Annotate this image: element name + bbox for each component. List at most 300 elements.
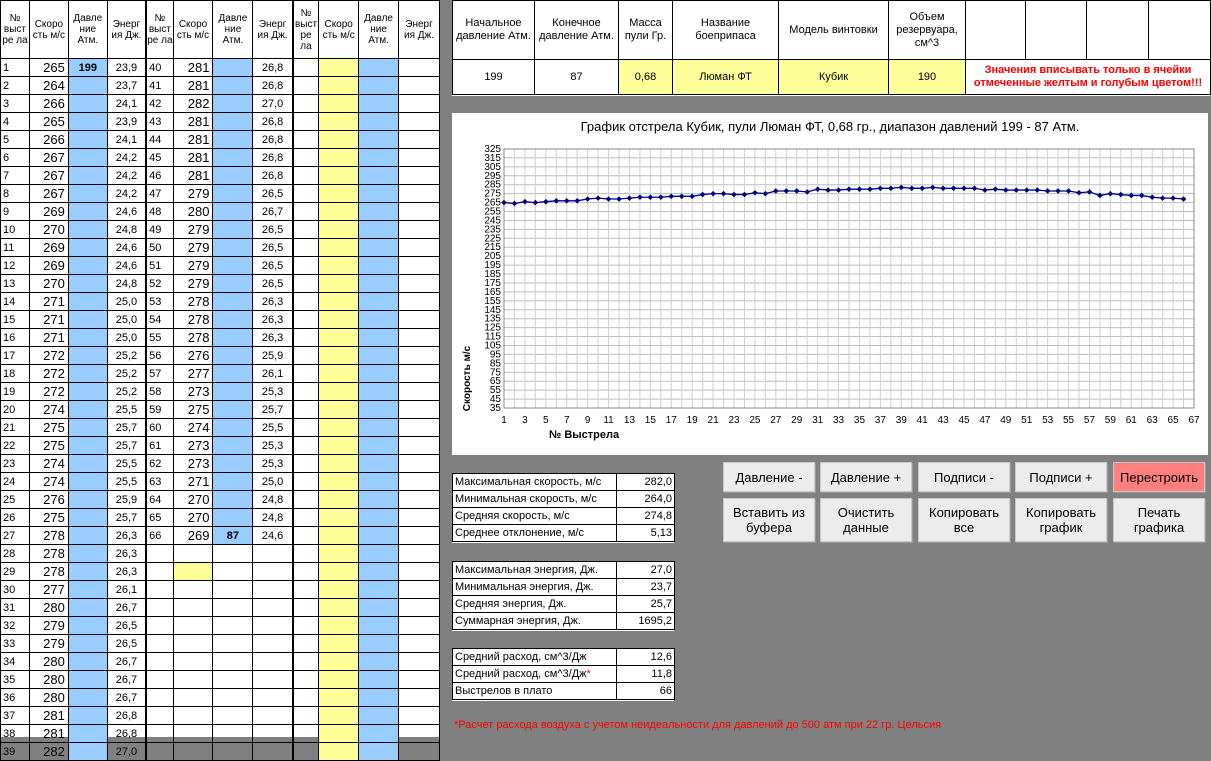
pressure-cell[interactable]: [68, 149, 107, 167]
speed-cell[interactable]: [319, 347, 359, 365]
speed-cell[interactable]: 265: [29, 59, 68, 77]
pressure-plus-button[interactable]: Давление +: [820, 462, 912, 492]
speed-cell[interactable]: 279: [173, 239, 213, 257]
speed-cell[interactable]: 278: [173, 329, 213, 347]
speed-cell[interactable]: [319, 293, 359, 311]
pressure-cell[interactable]: [213, 221, 253, 239]
speed-cell[interactable]: [319, 419, 359, 437]
speed-cell[interactable]: [319, 167, 359, 185]
pressure-cell[interactable]: [359, 599, 399, 617]
speed-cell[interactable]: 280: [29, 671, 68, 689]
speed-cell[interactable]: [319, 149, 359, 167]
shot-number-cell: [293, 293, 319, 311]
speed-cell[interactable]: 278: [173, 311, 213, 329]
pressure-cell[interactable]: [213, 491, 253, 509]
pressure-cell[interactable]: [213, 473, 253, 491]
speed-cell[interactable]: 275: [29, 419, 68, 437]
pressure-cell[interactable]: [359, 437, 399, 455]
pressure-cell[interactable]: [68, 77, 107, 95]
speed-cell[interactable]: [319, 617, 359, 635]
speed-cell[interactable]: 267: [29, 185, 68, 203]
pressure-cell[interactable]: [213, 95, 253, 113]
pressure-cell[interactable]: [359, 707, 399, 725]
end-pressure-cell[interactable]: 87: [535, 60, 619, 95]
speed-cell[interactable]: 266: [29, 131, 68, 149]
pressure-cell[interactable]: [359, 365, 399, 383]
rebuild-button[interactable]: Перестроить: [1113, 462, 1205, 492]
pressure-cell[interactable]: [359, 419, 399, 437]
speed-cell[interactable]: [319, 131, 359, 149]
energy-cell: [399, 419, 440, 437]
speed-cell[interactable]: [319, 239, 359, 257]
speed-cell[interactable]: [319, 635, 359, 653]
tank-volume-cell[interactable]: 190: [889, 60, 966, 95]
pressure-cell[interactable]: [68, 581, 107, 599]
speed-cell[interactable]: 270: [29, 275, 68, 293]
pressure-cell[interactable]: 199: [68, 59, 107, 77]
speed-cell[interactable]: [319, 275, 359, 293]
pressure-cell[interactable]: [68, 329, 107, 347]
speed-cell: [173, 689, 213, 707]
shot-number-cell: 31: [1, 599, 30, 617]
speed-stats-panel: [452, 473, 674, 543]
pressure-cell[interactable]: [359, 203, 399, 221]
energy-cell: 26,5: [107, 635, 146, 653]
data-point: [668, 194, 674, 200]
x-tick-label: 29: [791, 415, 803, 426]
speed-cell[interactable]: 277: [173, 365, 213, 383]
pressure-cell[interactable]: [68, 257, 107, 275]
energy-cell: 26,8: [107, 707, 146, 725]
speed-cell[interactable]: [319, 689, 359, 707]
pressure-cell[interactable]: [359, 329, 399, 347]
speed-cell[interactable]: 281: [173, 77, 213, 95]
energy-cell: [399, 455, 440, 473]
pressure-cell[interactable]: [359, 59, 399, 77]
pressure-cell[interactable]: [68, 293, 107, 311]
speed-cell[interactable]: [319, 401, 359, 419]
pressure-cell[interactable]: [68, 239, 107, 257]
pressure-cell[interactable]: [68, 653, 107, 671]
table-row: [1, 743, 440, 761]
speed-cell[interactable]: 269: [29, 239, 68, 257]
speed-cell[interactable]: 271: [29, 311, 68, 329]
pressure-cell[interactable]: [68, 545, 107, 563]
speed-cell[interactable]: 281: [29, 707, 68, 725]
speed-cell[interactable]: 267: [29, 167, 68, 185]
speed-cell[interactable]: 274: [29, 401, 68, 419]
energy-cell: 26,5: [253, 221, 293, 239]
speed-cell[interactable]: 276: [173, 347, 213, 365]
speed-cell[interactable]: 279: [173, 275, 213, 293]
pressure-cell[interactable]: [213, 131, 253, 149]
energy-cell: [399, 239, 440, 257]
shot-number-cell: 57: [146, 365, 173, 383]
energy-cell: [399, 491, 440, 509]
notice-text: Значения вписывать только в ячейки отмеченные желтым и голубым цветом!!!: [966, 60, 1211, 95]
shot-number-cell: [293, 671, 319, 689]
x-tick-label: 35: [853, 415, 866, 426]
speed-cell[interactable]: 275: [173, 401, 213, 419]
x-tick-label: 1: [501, 415, 507, 426]
stat-row: [453, 683, 675, 700]
pressure-cell[interactable]: [68, 455, 107, 473]
pressure-cell[interactable]: [68, 743, 107, 761]
speed-cell[interactable]: 278: [29, 527, 68, 545]
pressure-cell[interactable]: [68, 491, 107, 509]
speed-cell[interactable]: 274: [29, 455, 68, 473]
pressure-cell[interactable]: [68, 401, 107, 419]
pressure-cell[interactable]: [359, 257, 399, 275]
shot-number-cell: 44: [146, 131, 173, 149]
pressure-cell[interactable]: [359, 239, 399, 257]
table-row: [1, 473, 440, 491]
speed-cell[interactable]: [319, 581, 359, 599]
energy-cell: [399, 545, 440, 563]
pressure-cell[interactable]: [213, 329, 253, 347]
speed-cell[interactable]: [319, 671, 359, 689]
pressure-cell[interactable]: [213, 365, 253, 383]
pressure-cell[interactable]: [359, 527, 399, 545]
pressure-cell[interactable]: [213, 437, 253, 455]
paste-from-buffer-button[interactable]: Вставить из буфера: [723, 498, 815, 542]
speed-cell[interactable]: [173, 563, 213, 581]
pressure-cell[interactable]: [213, 113, 253, 131]
speed-cell[interactable]: 282: [173, 95, 213, 113]
speed-cell[interactable]: 278: [173, 293, 213, 311]
pressure-cell[interactable]: [68, 311, 107, 329]
speed-cell[interactable]: [319, 95, 359, 113]
air-stat-value: 11,8: [617, 666, 675, 683]
speed-cell[interactable]: [319, 509, 359, 527]
speed-cell[interactable]: 271: [173, 473, 213, 491]
param-header: Название боеприпаса: [673, 1, 779, 60]
speed-cell[interactable]: 279: [29, 617, 68, 635]
speed-cell[interactable]: [319, 329, 359, 347]
speed-cell[interactable]: [319, 257, 359, 275]
pressure-cell[interactable]: [359, 689, 399, 707]
shots-column-header: Давле ние Атм.: [213, 1, 253, 59]
speed-cell[interactable]: 269: [173, 527, 213, 545]
speed-cell[interactable]: [319, 437, 359, 455]
data-point: [972, 185, 978, 191]
pressure-cell[interactable]: [68, 437, 107, 455]
speed-cell[interactable]: [319, 455, 359, 473]
speed-cell[interactable]: 273: [173, 437, 213, 455]
pressure-cell[interactable]: [68, 185, 107, 203]
pressure-cell[interactable]: [213, 509, 253, 527]
pressure-cell[interactable]: [213, 167, 253, 185]
speed-cell[interactable]: 276: [29, 491, 68, 509]
y-tick-label: 155: [484, 295, 501, 307]
pressure-cell[interactable]: [359, 473, 399, 491]
pressure-cell[interactable]: [359, 725, 399, 743]
speed-cell[interactable]: [319, 77, 359, 95]
energy-cell: 24,1: [107, 131, 146, 149]
shot-number-cell: 16: [1, 329, 30, 347]
pressure-cell[interactable]: [213, 311, 253, 329]
speed-cell[interactable]: [319, 311, 359, 329]
speed-cell[interactable]: [319, 365, 359, 383]
pressure-cell[interactable]: [359, 743, 399, 761]
data-point: [533, 200, 539, 206]
pressure-cell[interactable]: [213, 257, 253, 275]
speed-cell[interactable]: 280: [29, 599, 68, 617]
x-tick-label: 27: [770, 415, 782, 426]
empty-cell[interactable]: [966, 1, 1026, 60]
speed-cell[interactable]: 266: [29, 95, 68, 113]
speed-cell[interactable]: 282: [29, 743, 68, 761]
pressure-cell[interactable]: [359, 401, 399, 419]
pressure-cell[interactable]: [68, 383, 107, 401]
empty-cell[interactable]: [1087, 1, 1149, 60]
pressure-cell[interactable]: [68, 203, 107, 221]
pressure-cell[interactable]: [359, 581, 399, 599]
speed-cell[interactable]: 269: [29, 203, 68, 221]
speed-cell[interactable]: 272: [29, 383, 68, 401]
stat-row: [453, 525, 675, 542]
speed-stat-value: 282,0: [617, 474, 675, 491]
pressure-cell[interactable]: [68, 563, 107, 581]
speed-cell[interactable]: 277: [29, 581, 68, 599]
speed-cell[interactable]: 271: [29, 293, 68, 311]
pressure-cell[interactable]: [68, 221, 107, 239]
speed-cell[interactable]: 280: [173, 203, 213, 221]
energy-cell: 25,9: [107, 491, 146, 509]
y-tick-label: 95: [489, 349, 501, 361]
speed-cell[interactable]: 273: [173, 455, 213, 473]
print-chart-button[interactable]: Печать графика: [1113, 498, 1205, 542]
pressure-cell[interactable]: [68, 419, 107, 437]
pressure-cell[interactable]: [359, 545, 399, 563]
speed-cell[interactable]: [319, 113, 359, 131]
shot-number-cell: [293, 563, 319, 581]
speed-cell[interactable]: 281: [173, 131, 213, 149]
speed-cell[interactable]: 265: [29, 113, 68, 131]
speed-cell[interactable]: 270: [29, 221, 68, 239]
pressure-cell[interactable]: [68, 599, 107, 617]
x-tick-label: 39: [895, 415, 907, 426]
speed-cell[interactable]: 279: [29, 635, 68, 653]
bullet-mass-cell[interactable]: 0,68: [619, 60, 673, 95]
pressure-cell[interactable]: [359, 221, 399, 239]
speed-cell[interactable]: [319, 563, 359, 581]
pressure-cell[interactable]: [213, 419, 253, 437]
pressure-cell[interactable]: [359, 455, 399, 473]
speed-cell[interactable]: 274: [29, 473, 68, 491]
speed-cell[interactable]: 273: [173, 383, 213, 401]
shot-number-cell: 40: [146, 59, 173, 77]
empty-cell[interactable]: [1149, 1, 1211, 60]
pressure-cell[interactable]: [213, 347, 253, 365]
param-header: Масса пули Гр.: [619, 1, 673, 60]
speed-cell[interactable]: 281: [173, 59, 213, 77]
shot-number-cell: 5: [1, 131, 30, 149]
speed-cell[interactable]: [319, 221, 359, 239]
pressure-cell[interactable]: [359, 671, 399, 689]
pressure-cell[interactable]: [68, 95, 107, 113]
speed-cell[interactable]: 281: [29, 725, 68, 743]
air-stat-value: 66: [617, 683, 675, 700]
speed-cell[interactable]: 281: [173, 113, 213, 131]
pressure-cell[interactable]: [213, 293, 253, 311]
pressure-cell[interactable]: [68, 689, 107, 707]
speed-cell[interactable]: [319, 599, 359, 617]
pressure-cell[interactable]: [359, 131, 399, 149]
labels-minus-button[interactable]: Подписи -: [918, 462, 1010, 492]
speed-cell[interactable]: 279: [173, 257, 213, 275]
speed-cell[interactable]: 269: [29, 257, 68, 275]
pressure-cell[interactable]: [68, 725, 107, 743]
empty-cell[interactable]: [1026, 1, 1087, 60]
table-row: [1, 257, 440, 275]
pressure-cell[interactable]: [359, 293, 399, 311]
speed-cell[interactable]: 278: [29, 545, 68, 563]
pressure-cell[interactable]: [359, 383, 399, 401]
pressure-cell[interactable]: [359, 149, 399, 167]
footnote: *Расчет расхода воздуха с учетом неидеальности для давлений до 500 атм при 22 гр. Цельсия: [454, 719, 942, 731]
pressure-cell[interactable]: [213, 401, 253, 419]
energy-cell: [253, 653, 293, 671]
speed-cell[interactable]: [319, 725, 359, 743]
speed-cell[interactable]: 264: [29, 77, 68, 95]
rifle-model-cell[interactable]: Кубик: [779, 60, 889, 95]
pressure-cell[interactable]: [68, 527, 107, 545]
pressure-cell[interactable]: [68, 671, 107, 689]
pressure-cell[interactable]: [68, 347, 107, 365]
pressure-cell[interactable]: [213, 77, 253, 95]
speed-cell[interactable]: [319, 59, 359, 77]
speed-cell[interactable]: 279: [173, 221, 213, 239]
pressure-cell[interactable]: [359, 617, 399, 635]
speed-cell[interactable]: [319, 473, 359, 491]
speed-cell[interactable]: 281: [173, 167, 213, 185]
speed-cell[interactable]: [319, 653, 359, 671]
speed-cell[interactable]: 280: [29, 653, 68, 671]
pressure-cell[interactable]: [359, 563, 399, 581]
speed-cell[interactable]: [319, 203, 359, 221]
pressure-cell[interactable]: [68, 635, 107, 653]
speed-stat-label: [453, 474, 617, 491]
speed-cell[interactable]: 267: [29, 149, 68, 167]
start-pressure-cell[interactable]: 199: [453, 60, 535, 95]
speed-cell[interactable]: 271: [29, 329, 68, 347]
pressure-cell[interactable]: [68, 167, 107, 185]
pressure-cell[interactable]: [213, 275, 253, 293]
speed-cell[interactable]: 272: [29, 365, 68, 383]
pressure-cell[interactable]: [359, 347, 399, 365]
shot-number-cell: 19: [1, 383, 30, 401]
speed-cell[interactable]: 270: [173, 491, 213, 509]
speed-stat-value: 274,8: [617, 508, 675, 525]
table-row: [1, 653, 440, 671]
pressure-cell[interactable]: [213, 149, 253, 167]
shot-number-cell: 52: [146, 275, 173, 293]
pressure-cell[interactable]: [68, 509, 107, 527]
shot-number-cell: 10: [1, 221, 30, 239]
pressure-cell[interactable]: [359, 95, 399, 113]
speed-cell[interactable]: 279: [173, 185, 213, 203]
table-row: [1, 347, 440, 365]
speed-cell[interactable]: [319, 707, 359, 725]
table-row: [1, 617, 440, 635]
pressure-cell[interactable]: [213, 185, 253, 203]
pressure-cell[interactable]: [359, 275, 399, 293]
clear-data-button[interactable]: Очистить данные: [820, 498, 912, 542]
pressure-cell[interactable]: [68, 365, 107, 383]
shot-number-cell: 41: [146, 77, 173, 95]
speed-cell[interactable]: [319, 491, 359, 509]
speed-cell[interactable]: [319, 383, 359, 401]
pressure-cell[interactable]: [359, 653, 399, 671]
pressure-cell[interactable]: [213, 383, 253, 401]
speed-cell[interactable]: [319, 185, 359, 203]
pressure-cell[interactable]: 87: [213, 527, 253, 545]
speed-cell[interactable]: 270: [173, 509, 213, 527]
pressure-cell[interactable]: [68, 131, 107, 149]
pressure-cell[interactable]: [213, 455, 253, 473]
speed-cell[interactable]: [319, 527, 359, 545]
energy-cell: [399, 581, 440, 599]
speed-cell[interactable]: [319, 743, 359, 761]
speed-cell[interactable]: 278: [29, 563, 68, 581]
speed-cell[interactable]: [319, 545, 359, 563]
pressure-cell[interactable]: [359, 635, 399, 653]
speed-cell[interactable]: 272: [29, 347, 68, 365]
pressure-cell[interactable]: [359, 167, 399, 185]
x-tick-label: 49: [1000, 415, 1012, 426]
pressure-cell[interactable]: [359, 77, 399, 95]
data-point: [731, 192, 737, 198]
pressure-cell[interactable]: [359, 113, 399, 131]
speed-cell[interactable]: 281: [173, 149, 213, 167]
labels-plus-button[interactable]: Подписи +: [1015, 462, 1107, 492]
y-tick-label: 195: [484, 260, 501, 272]
copy-all-button[interactable]: Копировать все: [918, 498, 1010, 542]
data-point: [857, 186, 863, 192]
speed-cell[interactable]: 274: [173, 419, 213, 437]
pressure-cell[interactable]: [68, 113, 107, 131]
speed-cell[interactable]: 275: [29, 437, 68, 455]
pressure-cell[interactable]: [68, 275, 107, 293]
pressure-minus-button[interactable]: Давление -: [723, 462, 815, 492]
copy-chart-button[interactable]: Копировать график: [1015, 498, 1107, 542]
pressure-cell[interactable]: [213, 239, 253, 257]
shots-column-header: № выст ре ла: [1, 1, 30, 59]
pressure-cell: [213, 725, 253, 743]
pressure-cell[interactable]: [213, 59, 253, 77]
pressure-cell[interactable]: [359, 491, 399, 509]
pressure-cell[interactable]: [359, 311, 399, 329]
energy-cell: 26,1: [107, 581, 146, 599]
speed-stat-label: [453, 508, 617, 525]
shot-number-cell: [293, 77, 319, 95]
ammo-name-cell[interactable]: Люман ФТ: [673, 60, 779, 95]
pressure-cell[interactable]: [68, 617, 107, 635]
energy-cell: 26,8: [253, 149, 293, 167]
table-row: [1, 329, 440, 347]
energy-cell: [253, 689, 293, 707]
speed-cell[interactable]: 275: [29, 509, 68, 527]
pressure-cell[interactable]: [359, 185, 399, 203]
speed-cell[interactable]: 280: [29, 689, 68, 707]
shot-number-cell: 43: [146, 113, 173, 131]
pressure-cell[interactable]: [359, 509, 399, 527]
pressure-cell[interactable]: [68, 473, 107, 491]
shot-number-cell: [293, 743, 319, 761]
pressure-cell[interactable]: [68, 707, 107, 725]
pressure-cell[interactable]: [213, 203, 253, 221]
